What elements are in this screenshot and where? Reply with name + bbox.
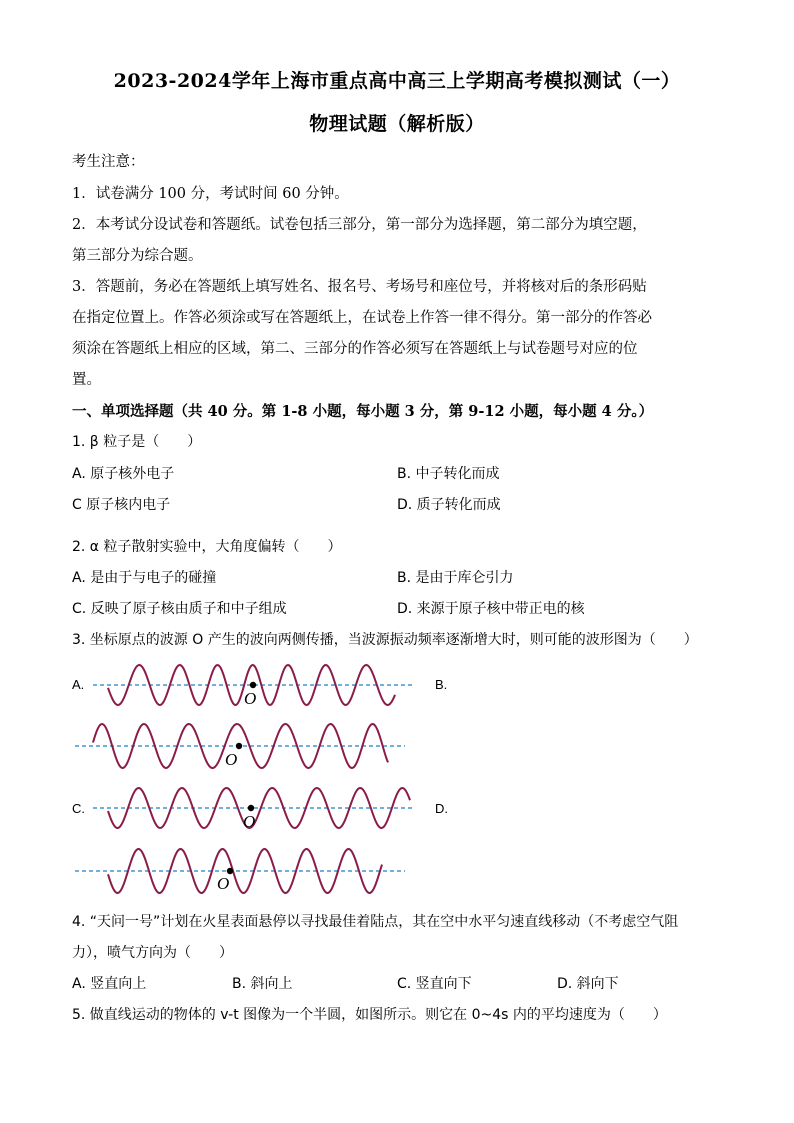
question-3-option-d-label: D.	[435, 801, 448, 816]
question-3-option-b-label: B.	[435, 677, 448, 692]
notice-item-3-line-2: 在指定位置上。作答必须涂或写在答题纸上，在试卷上作答一律不得分。第一部分的作答必	[72, 310, 652, 326]
notice-item-3-line-4: 置。	[72, 372, 101, 388]
origin-dot-c	[248, 805, 254, 811]
question-5-stem: 5. 做直线运动的物体的 v-t 图像为一个半圆，如图所示。则它在 0~4s 内的平均速度为（ ）	[72, 1007, 667, 1023]
page-subtitle: 物理试题（解析版）	[309, 113, 485, 135]
section-heading: 一、单项选择题（共 40 分。第 1-8 小题，每小题 3 分，第 9-12 小题，每小题 4 分。）	[72, 403, 654, 420]
question-1-stem: 1. β 粒子是（ ）	[72, 434, 202, 450]
origin-dot-b	[236, 743, 242, 749]
question-4-option-c: C. 竖直向下	[397, 976, 472, 992]
question-3-option-c-label: C.	[72, 801, 85, 816]
wave-figure-b	[75, 724, 405, 769]
origin-label-c: O	[243, 812, 256, 831]
question-4-stem-line-2: 力），喷气方向为（ ）	[72, 945, 233, 961]
question-1-option-d: D. 质子转化而成	[397, 497, 501, 513]
notice-item-2-line-1: 2．本考试分设试卷和答题纸。试卷包括三部分，第一部分为选择题，第二部分为填空题，	[72, 217, 647, 233]
page-title: 2023-2024学年上海市重点高中高三上学期高考模拟测试（一）	[113, 70, 681, 92]
question-4-option-a: A. 竖直向上	[72, 976, 147, 992]
question-4-option-b: B. 斜向上	[232, 976, 293, 992]
question-2-option-c: C. 反映了原子核由质子和中子组成	[72, 601, 287, 617]
question-3-option-a-label: A.	[72, 677, 85, 692]
origin-label-a: O	[244, 689, 257, 708]
notice-item-1: 1．试卷满分 100 分，考试时间 60 分钟。	[72, 186, 349, 202]
question-4-stem-line-1: 4. “天问一号”计划在火星表面悬停以寻找最佳着陆点，其在空中水平匀速直线移动（不考虑空气阻	[72, 914, 679, 930]
question-3-stem: 3. 坐标原点的波源 O 产生的波向两侧传播，当波源振动频率逐渐增大时，则可能的波形图为（ ）	[72, 632, 698, 648]
wave-figure-d	[75, 849, 405, 893]
notice-item-3-line-1: 3．答题前，务必在答题纸上填写姓名、报名号、考场号和座位号，并将核对后的条形码贴	[72, 279, 647, 295]
wave-figure-c	[93, 788, 412, 831]
notice-heading: 考生注意：	[72, 154, 145, 170]
notice-item-2-line-2: 第三部分为综合题。	[72, 248, 203, 264]
question-2-option-d: D. 来源于原子核中带正电的核	[397, 601, 585, 617]
question-2-option-b: B. 是由于库仑引力	[397, 570, 514, 586]
question-1-option-b: B. 中子转化而成	[397, 466, 500, 482]
origin-label-d: O	[217, 874, 230, 893]
notice-item-3-line-3: 须涂在答题纸上相应的区域，第二、三部分的作答必须写在答题纸上与试卷题号对应的位	[72, 341, 638, 357]
question-1-option-a: A. 原子核外电子	[72, 466, 175, 482]
wave-curve-c	[108, 788, 410, 828]
question-1-option-c: C 原子核内电子	[72, 497, 171, 513]
question-2-option-a: A. 是由于与电子的碰撞	[72, 570, 217, 586]
question-4-option-d: D. 斜向下	[557, 976, 619, 992]
wave-figure-a	[93, 665, 412, 708]
origin-label-b: O	[225, 750, 238, 769]
question-2-stem: 2. α 粒子散射实验中，大角度偏转（ ）	[72, 539, 342, 555]
origin-dot-a	[250, 682, 256, 688]
